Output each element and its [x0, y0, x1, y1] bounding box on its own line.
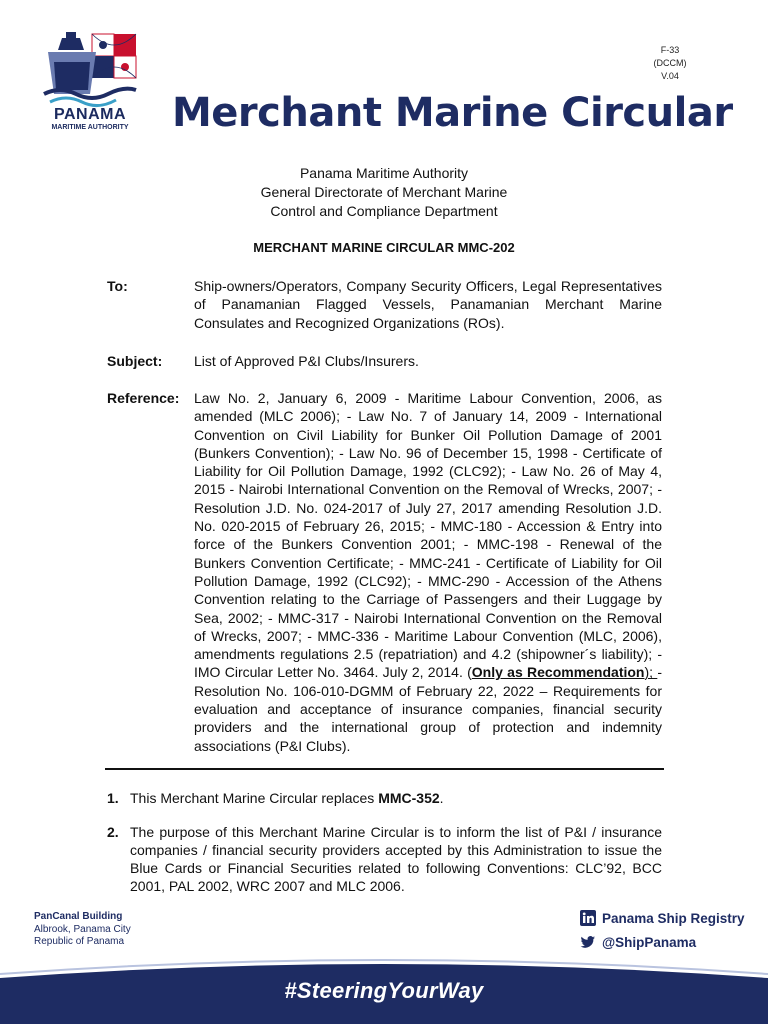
twitter-label: @ShipPanama — [602, 934, 697, 950]
linkedin-link[interactable] — [580, 910, 745, 926]
paragraph-tail: . — [439, 790, 444, 806]
reference-label: Reference: — [107, 390, 180, 406]
paragraph-number: 2. — [107, 824, 119, 840]
linkedin-label: Panama Ship Registry — [602, 910, 745, 926]
paragraph-text: This Merchant Marine Circular replaces — [130, 790, 379, 806]
authority-line: Panama Maritime Authority — [299, 165, 469, 181]
authority-line: Control and Compliance Department — [270, 203, 498, 219]
reference-text-part: - Resolution No. 106-010-DGMM of February 22, 2022 – Requirements for evaluation and acceptance of insurance companies, financial security providers and the international group of protection and indemnity associations (P&I Clubs). — [194, 664, 662, 754]
twitter-icon — [580, 934, 596, 950]
paragraph-1 — [130, 789, 662, 807]
footer-address — [34, 911, 131, 949]
logo-wordmark: PANAMA — [53, 106, 127, 123]
reference-emphasis: Only as Recommendation — [471, 664, 645, 681]
section-divider — [105, 768, 664, 770]
paragraph-number: 1. — [107, 790, 119, 806]
reference-text — [194, 389, 662, 755]
paragraph-2: The purpose of this Merchant Marine Circular is to inform the list of P&I / insurance companies / financial security providers accepted by this Administration to issue the Blue Cards or Financial Securities related to following Conventions: CLC’92, BCC 2001, PAL 2002, WRC 2007 and MLC 2006. — [130, 824, 662, 894]
form-code-line: V.04 — [661, 71, 679, 81]
twitter-link[interactable] — [580, 934, 696, 950]
logo-subtitle: MARITIME AUTHORITY — [51, 124, 129, 131]
to-text: Ship-owners/Operators, Company Security Officers, Legal Representatives of Panamanian Flagged Vessels, Panamanian Merchant Marine Consulates and Recognized Organizations (ROs). — [194, 278, 662, 331]
linkedin-icon — [580, 910, 596, 926]
to-label: To: — [107, 278, 128, 294]
footer-hashtag: #SteeringYourWay — [284, 978, 484, 1003]
footer-address-line: Albrook, Panama City — [34, 923, 131, 935]
form-code-line: (DCCM) — [653, 58, 687, 68]
paragraph-bold: MMC-352 — [378, 790, 440, 806]
circular-title: MERCHANT MARINE CIRCULAR MMC-202 — [253, 240, 515, 255]
page-title: Merchant Marine Circular — [172, 90, 733, 136]
form-code — [640, 44, 700, 83]
subject-text: List of Approved P&I Clubs/Insurers. — [194, 353, 419, 369]
authority-line: General Directorate of Merchant Marine — [260, 184, 508, 200]
subject-label: Subject: — [107, 353, 163, 369]
footer-building: PanCanal Building — [34, 911, 123, 922]
footer-address-line: Republic of Panama — [34, 936, 125, 947]
form-code-line: F-33 — [660, 45, 680, 55]
reference-text-part: ); — [644, 664, 658, 681]
authority-block — [0, 164, 768, 221]
reference-text-part: Law No. 2, January 6, 2009 - Maritime Labour Convention, 2006, as amended (MLC 2006); - Law No. 7 of January 14, 2009 - International Convention on Civil Liability for Bunker Oil Pollution Damage of 2001 (Bunkers Convention); - Law No. 96 of December 15, 1998 - Certificate of Liability for Oil Pollution Damage, 1992 (CLC92); - Law No. 26 of May 4, 2015 - Nairobi International Convention on the Removal of Wrecks, 2007; - Resolution J.D. No. 024-2017 of July 27, 2017 amending Resolution J.D. No. 020-2015 of February 26, 2015; - MMC-180 - Accession & Entry into force of the Bunkers Convention 2001; - MMC-198 - Renewal of the Bunkers Convention Certificate; - MMC-241 - Certificate of Liability for Oil Pollution Damage, 1992 (CLC92); - MMC-290 - Accession of the Athens Convention relating to the Carriage of Passengers and their Luggage by Sea, 2002; - MMC-317 - Nairobi International Convention on the Removal of Wrecks, 2007; - MMC-336 - Maritime Labour Convention (MLC, 2006), amendments regulations 2.5 (repatriation) and 4.2 (shipowner´s liability); - IMO Circular Letter No. 3464. July 2, 2014. ( — [194, 390, 662, 681]
